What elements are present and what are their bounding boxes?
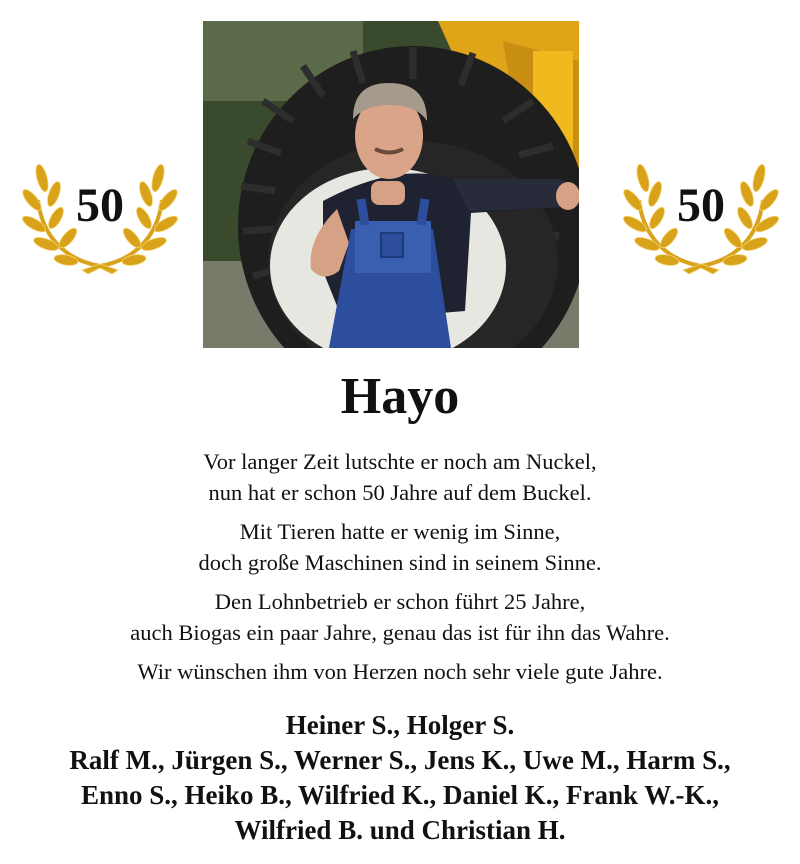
poem-line: nun hat er schon 50 Jahre auf dem Buckel.	[208, 480, 592, 505]
signers-line: Enno S., Heiko B., Wilfried K., Daniel K., Frank W.-K.,	[80, 780, 720, 810]
poem-line: Den Lohnbetrieb er schon führt 25 Jahre,	[214, 589, 586, 614]
signers-line: Ralf M., Jürgen S., Werner S., Jens K., Uwe M., Harm S.,	[69, 745, 731, 775]
anniversary-number: 50	[677, 179, 725, 232]
laurel-wreath-right	[621, 148, 781, 278]
signers-block	[0, 708, 800, 848]
portrait-photo	[203, 21, 579, 348]
laurel-wreath-left	[20, 148, 180, 278]
poem-line: Vor langer Zeit lutschte er noch am Nuckel,	[203, 449, 597, 474]
signers-line: Heiner S., Holger S.	[285, 710, 515, 740]
poem-line: Wir wünschen ihm von Herzen noch sehr viele gute Jahre.	[137, 659, 663, 684]
poem-stanza	[0, 446, 800, 508]
anniversary-number: 50	[76, 179, 124, 232]
poem-stanza	[0, 656, 800, 687]
poem-line: Mit Tieren hatte er wenig im Sinne,	[239, 519, 561, 544]
poem	[0, 446, 800, 695]
signers-line: Wilfried B. und Christian H.	[234, 815, 566, 845]
poem-stanza	[0, 586, 800, 648]
poem-line: auch Biogas ein paar Jahre, genau das ist für ihn das Wahre.	[130, 620, 670, 645]
celebrant-name: Hayo	[340, 368, 460, 425]
poem-stanza	[0, 516, 800, 578]
poem-line: doch große Maschinen sind in seinem Sinne.	[198, 550, 602, 575]
man-by-tractor-tire-image	[203, 21, 579, 348]
